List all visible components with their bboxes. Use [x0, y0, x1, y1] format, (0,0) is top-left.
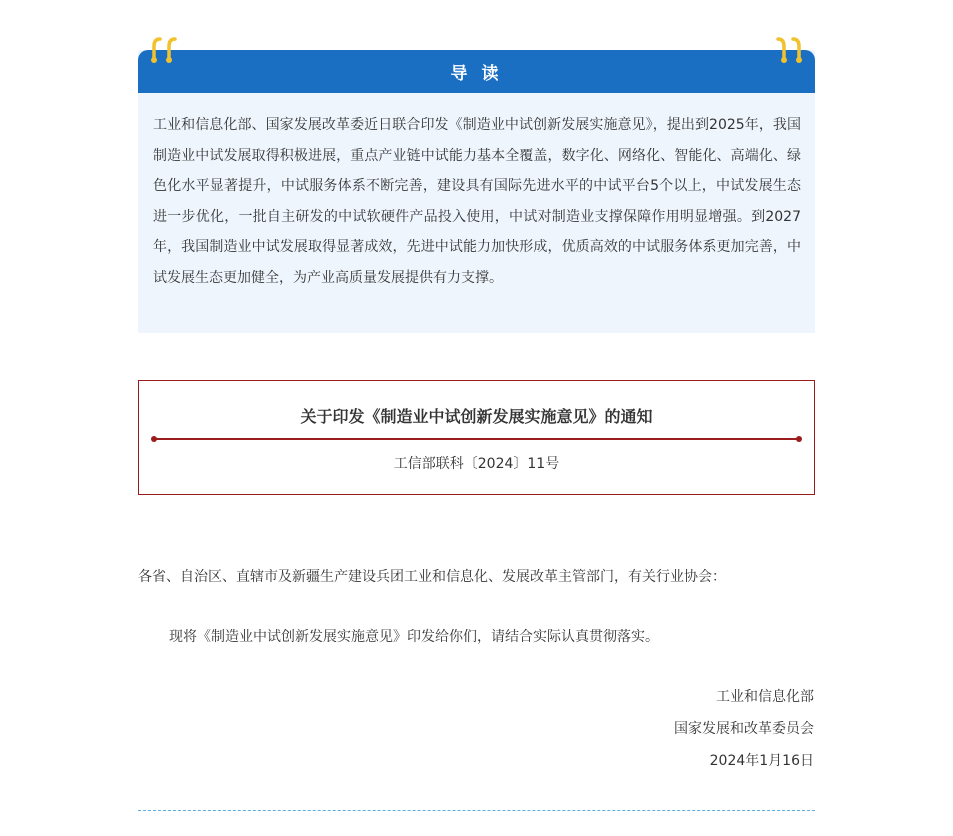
document-number: 工信部联科〔2024〕11号 [393, 456, 560, 472]
intro-title: 导 读 [450, 64, 503, 84]
divider-dot [151, 436, 157, 442]
intro-header [138, 50, 815, 93]
signature-miit: 工业和信息化部 [716, 689, 814, 705]
notice-box [138, 380, 815, 495]
intro-box [138, 50, 815, 333]
signature-ndrc: 国家发展和改革委员会 [674, 721, 814, 737]
dashed-divider [138, 810, 815, 811]
addressee: 各省、自治区、直辖市及新疆生产建设兵团工业和信息化、发展改革主管部门，有关行业协会： [138, 569, 726, 585]
notice-title: 关于印发《制造业中试创新发展实施意见》的通知 [300, 407, 653, 426]
quote-mark-icon [772, 36, 808, 66]
intro-text: 工业和信息化部、国家发展改革委近日联合印发《制造业中试创新发展实施意见》，提出到2025年，我国制造业中试发展取得积极进展，重点产业链中试能力基本全覆盖，数字化、网络化、智能化、高端化、绿色化水平显著提升，中试服务体系不断完善，建设具有国际先进水平的中试平台5个以上，中试发展生态进一步优化，一批自主研发的中试软硬件产品投入使用，中试对制造业支撑保障作用明显增强。到2027年，我国制造业中试发展取得显著成效，先进中试能力加快形成，优质高效的中试服务体系更加完善，中试发展生态更加健全，为产业高质量发展提供有力支撑。 [153, 117, 801, 286]
signature-date: 2024年1月16日 [709, 753, 814, 769]
notice-divider [154, 438, 799, 440]
body-paragraph: 现将《制造业中试创新发展实施意见》印发给你们，请结合实际认真贯彻落实。 [169, 629, 659, 645]
divider-dot [796, 436, 802, 442]
quote-mark-icon [145, 36, 181, 66]
